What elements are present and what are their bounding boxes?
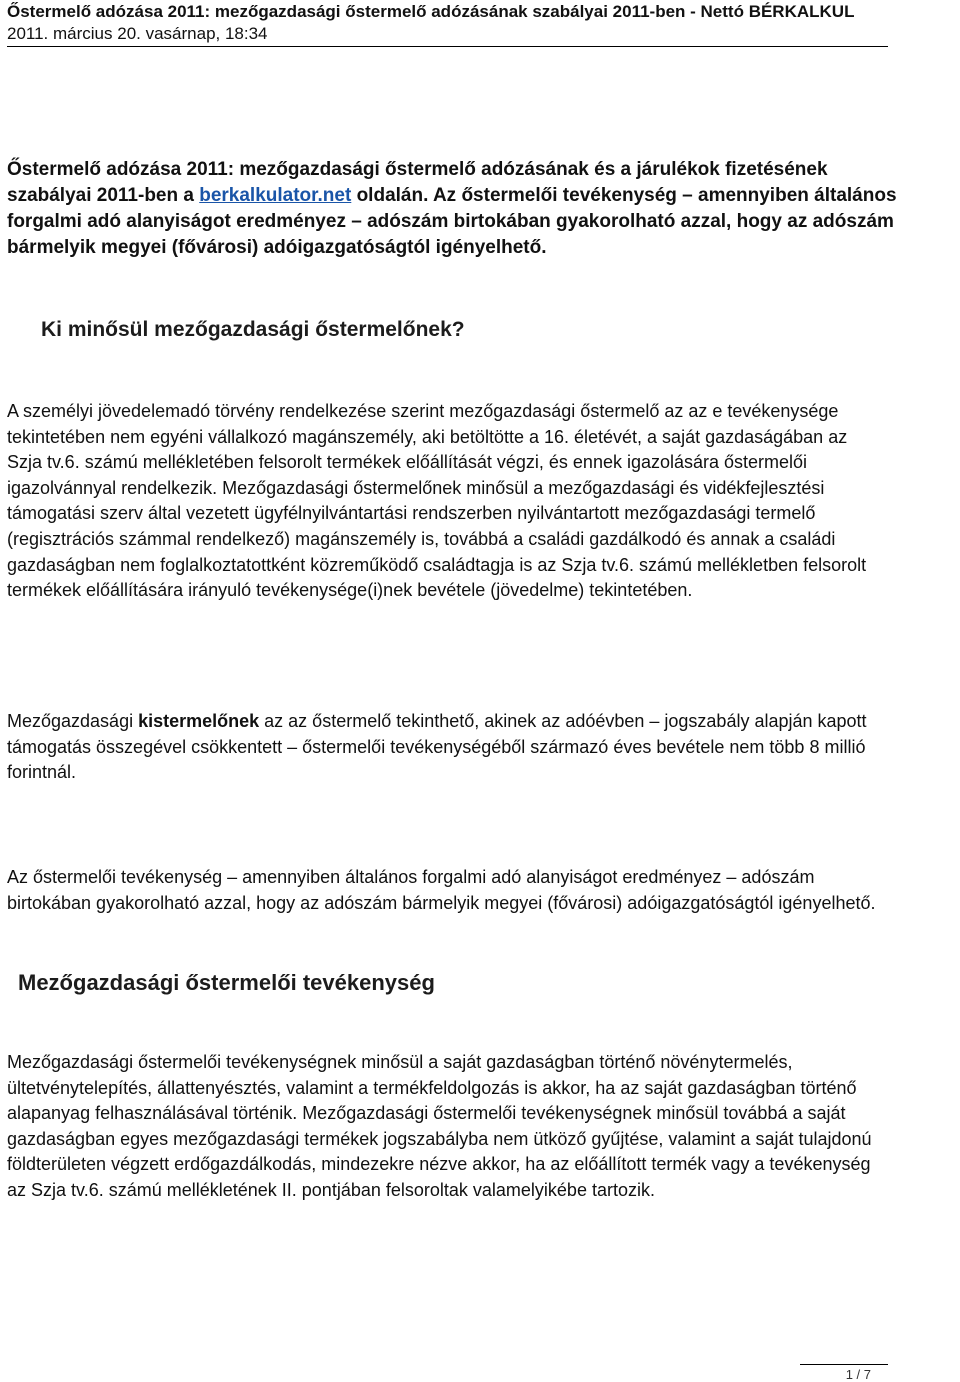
header-divider [7,46,888,47]
page-header [7,0,960,44]
paragraph-adoszam: Az őstermelői tevékenység – amennyiben általános forgalmi adó alanyiságot eredményez – adószám birtokában gyakorolható azzal, hogy az adószám bármelyik megyei (fővárosi) adóigazgatóságtól igényelhető. [7,867,876,913]
kistermelo-text-after: az az őstermelő tekinthető, akinek az adóévben – jogszabály alapján kapott támogatás összegével csökkentett – őstermelői tevékenységéből származó éves bevétele nem több 8 millió forintnál. [7,711,867,783]
paragraph-tevekenyseg: Mezőgazdasági őstermelői tevékenységnek minősül a saját gazdaságban történő növénytermelés, ültetvénytelepítés, állattenyésztés, valamint a termékfeldolgozás is akkor, ha az saját gazdaságban történő alapanyag felhasználásával történik. Mezőgazdasági őstermelői tevékenységnek minősül továbbá a saját gazdaságban egyes mezőgazdasági termékek jogszabályba nem ütköző gyűjtése, valamint a saját tulajdonú földterületen végzett erdőgazdálkodás, mindezekre nézve akkor, ha az előállított termék vagy a tevékenység az Szja tv.6. számú mellékletének II. pontjában felsoroltak valamelyikébe tartozik. [7,1052,872,1200]
document-title: Őstermelő adózása 2011: mezőgazdasági őstermelő adózásának szabályai 2011-ben - Nettó BÉRKALKUL [7,2,855,21]
paragraph-kistermelo [7,709,877,786]
heading-ki-minosul: Ki minősül mezőgazdasági őstermelőnek? [41,318,465,341]
footer-divider [800,1364,888,1365]
intro-text-before: Őstermelő adózása 2011: mezőgazdasági őstermelő adózásának és a járulékok fizetésének szabályai 2011-ben a [7,159,828,206]
paragraph-definition: A személyi jövedelemadó törvény rendelkezése szerint mezőgazdasági őstermelő az az e tevékenysége tekintetében nem egyéni vállalkozó magánszemély, aki betöltötte a 16. életévét, a saját gazdaságában az Szja tv.6. számú mellékletében felsorolt termékek előállítását végzi, és ennek igazolására őstermelői igazolvánnyal rendelkezik. Mezőgazdasági őstermelőnek minősül a mezőgazdasági és vidékfejlesztési támogatási szerv által vezetett ügyfélnyilvántartási rendszerben nyilvántartott mezőgazdasági termelő (regisztrációs számmal rendelkező) magánszemély is, továbbá a családi gazdálkodó és annak a családi gazdaságban nem foglalkoztatottként közreműködő családtagja is az Szja tv.6. számú mellékletben felsorolt termékek előállítására irányuló tevékenysége(i)nek bevétele (jövedelme) tekintetében. [7,401,867,601]
kistermelo-bold-term: kistermelőnek [138,711,260,731]
heading-mezogazdasagi-tevekenyseg: Mezőgazdasági őstermelői tevékenység [18,970,435,995]
intro-paragraph [7,157,907,261]
kistermelo-text-before: Mezőgazdasági [7,711,139,731]
article-body [7,157,907,1200]
intro-text-after: oldalán. Az őstermelői tevékenység – amennyiben általános forgalmi adó alanyiságot eredményez – adószám birtokában gyakorolható azzal, hogy az adószám bármelyik megyei (fővárosi) adóigazgatóságtól igényelhető. [7,185,897,258]
document-date: 2011. március 20. vasárnap, 18:34 [7,24,268,43]
page-number: 1 / 7 [845,1367,871,1382]
berkalkulator-link[interactable]: berkalkulator.net [199,185,352,206]
